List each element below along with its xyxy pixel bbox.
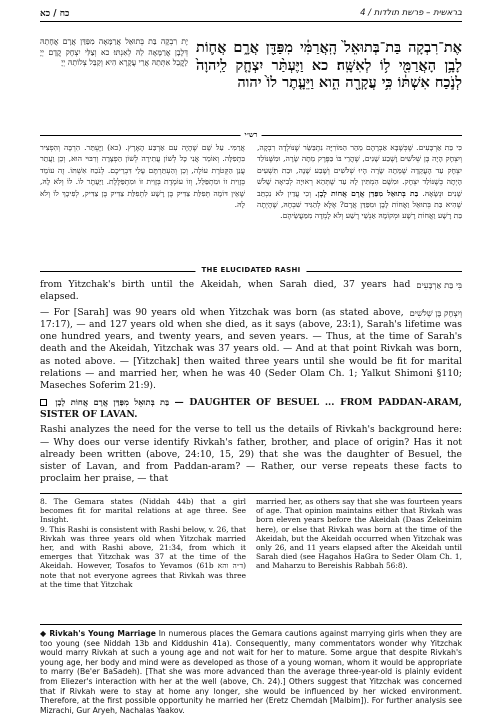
footnotes-left [40, 497, 246, 589]
page-reference: כח / כא [40, 8, 70, 19]
rashi-right-text-2: וְכִי עֲדַיִן לֹא נִכְתַּב שֶׁהִיא בַּת בְּתוּאֵל וַאֲחוֹת לָבָן וּמִפַּדַּן אֲרָם? אֶלָּא לְהַגִּיד שִׁבְחָהּ, שֶׁהָיְתָה בַּת רָשָׁע וַאֲחוֹת רָשָׁע וּמְקוֹמָהּ אַנְשֵׁי רֶשַׁע וְלֹא לָמְדָה מִמַּעֲשֵׂיהֶם. [257, 188, 462, 221]
torah-verse-text: אֶת־רִבְקָה בַּת־בְּתוּאֵל֙ הָֽאֲרַמִּ֔י מִפַּדַּ֖ן אֲרָ֑ם אֲח֛וֹת לָבָ֥ן הָאֲרַמִּ֖י ל֥וֹ לְאִשָּֽׁה׃ כא וַיֶּעְתַּ֨ר יִצְחָ֤ק לַֽיהוָה֙ לְנֹ֣כַח אִשְׁתּ֔וֹ כִּ֥י עֲקָרָ֖ה הִ֑וא וַיֵּעָ֤תֶר לוֹ֙ יהוה [196, 39, 462, 91]
eluc-paragraph [40, 424, 462, 485]
checkbox-icon [40, 399, 47, 406]
eluc-paragraph [40, 279, 462, 304]
elucidated-divider [40, 266, 462, 276]
insight-title: Rivkah's Young Marriage [49, 629, 156, 638]
rashi-column-left: אֲרַמִּי. עַל שֵׁם שֶׁהָיָה עִם אַרְבַּע הָאָרֶץ. (כא) וַיֶּעְתַּר. הִרְבָּה וְהִפְצִיר בִּתְפִלָּה. וְאוֹמֵר אֲנִי כָּל לְשׁוֹן עֲתִירָה לְשׁוֹן הַפְצָרָה וְרִבּוּי הוּא, וְכֵן וַעֲתַר עֲנַן הַקְּטֹרֶת עוֹלֶה, וְכֵן וְהַעְתַּרְתֶּם עָלַי דִּבְרֵיכֶם. לְנֹכַח אִשְׁתּוֹ. זֶה עוֹמֵד בְּזָוִית זוֹ וּמִתְפַּלֵּל, וְזוֹ עוֹמֶדֶת בְּזָוִית זוֹ וּמִתְפַּלֶּלֶת. וַיֵּעָתֶר לוֹ. לוֹ וְלֹא לָהּ, שֶׁאֵין דּוֹמָה תְּפִלַּת צַדִּיק בֶּן רָשָׁע לִתְפִלַּת צַדִּיק בֶּן צַדִּיק, לְפִיכָךְ לוֹ וְלֹא לָהּ. [40, 143, 245, 210]
eluc-english: — For [Sarah] was 90 years old when Yitzchak was born (as stated above, 17:17), — and 127 years old when she died, as it says (above, 23:1), Sarah's lifetime was one hundred years, and twenty years, and seven years. — Thus, at the time of Sarah's death and the Akeidah, Yitzchak was 37 years old. — And at that point Rivkah was born, as noted above. — [Yitzchak] then waited three years until she would be fit for marital relations — and married her, when he was 40 (Seder Olam Ch. 1; Yalkut Shimoni §110; Maseches Soferim 21:9). [40, 306, 462, 392]
eluc-english: Rashi analyzes the need for the verse to tell us the details of Rivkah's background here: — Why does our verse identify Rivkah's father, brother, and place of origin? Has it not already been written (above, 24:10, 15, 29) that she was the daughter of Besuel, the sister of Lavan, and from Paddan-aram? — Rather, our verse repeats these facts to proclaim her praise, — that [40, 424, 462, 485]
elucidated-rashi [40, 279, 462, 489]
elucidated-label: THE ELUCIDATED RASHI [195, 266, 306, 274]
rashi-hebrew-commentary [40, 142, 462, 260]
notes-rule [40, 493, 462, 494]
insight-diamond-icon: ◆ [40, 629, 47, 638]
footnote: 9. This Rashi is consistent with Rashi below, v. 26, that Rivkah was three years old when Yitzchak married her, and with Rashi above, 21:34, from which it emerges that Yitzchak was 37 at the time of the Akeidah. However, Tosafos to Yevamos (61b ד״ה והא) note that not everyone agrees that Rivkah was three at the time that Yitzchak [40, 524, 246, 589]
footnotes-right [256, 497, 462, 571]
verse-row [40, 27, 462, 115]
eluc-paragraph [40, 307, 462, 393]
eluc-hebrew-lead: וְיִצְחָק בֶּן שְׁלֹשִׁים [409, 307, 462, 318]
running-header [40, 6, 462, 20]
eluc-english: from Yitzchak's birth until the Akeidah, when Sarah died, 37 years had elapsed. [40, 279, 411, 303]
footnote: 8. The Gemara states (Niddah 44b) that a girl becomes fit for marital relations at age three. See Insight. [40, 497, 246, 525]
eluc-hebrew-lead: בִּי בַּת אַרְבָּעִים [416, 280, 462, 290]
rashi-right-heading: בַּת בְּתוּאֵל מִפַּדַּן אֲרָם אֲחוֹת לָבָן. [315, 188, 419, 198]
book-title: 4 / בראשית – פרשת תולדות [360, 8, 462, 18]
eluc-caption-english: — DAUGHTER OF BESUEL ... FROM PADDAN-ARAM, SISTER OF LAVAN. [40, 396, 462, 420]
targum-text: יָת רִבְקָה בַּת בְּתוּאֵל אֲרַמָּאָה מִפַּדַּן אֲרָם אֲחָתֵהּ דְּלָבָן אֲרַמָּאָה לֵהּ לְאִנְתּוּ׃ כא וְצַלִּי יִצְחָק קֳדָם יְיָ לָקֳבֵל אִתְּתֵהּ אֲרֵי עֲקָרָא הִיא וְקַבֵּל צְלוֹתֵהּ יְיָ [40, 37, 188, 67]
header-rule [40, 21, 462, 22]
eluc-paragraph [40, 396, 462, 422]
insight-rule [40, 624, 462, 625]
rashi-right-text: כִּי בַּת אַרְבָּעִים. שֶׁכְּשֶׁבָּא אַבְרָהָם מֵהַר הַמּוֹרִיָּה נִתְבַּשֵּׂר שֶׁנּוֹלְדָה רִבְקָה, וְיִצְחָק הָיָה בֶּן שְׁלֹשִׁים וָשֶׁבַע שָׁנִים, שֶׁהֲרֵי בּוֹ בַּפֶּרֶק מֵתָה שָׂרָה, וּמִשֶּׁנּוֹלַד יִצְחָק עַד הָעֲקֵדָה שֶׁמֵּתָה שָׂרָה הָיוּ שְׁלֹשִׁים וְשֶׁבַע שָׁנָה, וּבַת תִּשְׁעִים הָיְתָה כְּשֶׁנּוֹלַד יִצְחָק. וּמִשָּׁם הִמְתִּין לָהּ עַד שֶׁתְּהֵא רְאוּיָה לְבִיאָה שָׁלֹשׁ שָׁנִים וּנְשָׂאָהּ. [257, 143, 462, 198]
insight-box [40, 629, 462, 715]
insight-text: In numerous places the Gemara cautions against marrying girls when they are too young (see Niddah 13b and Kiddushin 41a). Consequently, many commentators wonder why Yitzchak would marry Rivkah at such a young age and not wait for her to mature. Some argue that despite Rivkah's young age, her body and mind were as developed as those of a young woman, whom it would be appropriate to marry (Be'er BaSadeh). [That she was more advanced than the average three-year-old is plainly evident from Eliezer's interaction with her at the well (above, Ch. 24).] Others suggest that Yitzchak was concerned that if Rivkah were to stay at home any longer, she would be influenced by her wicked environment. Therefore, at the first possible opportunity he married her (Eretz Chemdah [Malbim]). For further analysis see Mizrachi, Gur Aryeh, Nachalas Yaakov. [40, 629, 462, 715]
footnotes [40, 497, 462, 620]
footnote: married her, as others say that she was fourteen years of age. That opinion maintains either that Rivkah was born eleven years before the Akeidah (Daas Zekeinim here), or else that Rivkah was born at the time of the Akeidah, but the Akeidah occurred when Yitzchak was only 26, and 11 years elapsed after the Akeidah until Sarah died (see Hagahos HaGra to Seder Olam Ch. 1, and Maharzu to Bereishis Rabbah 56:8). [256, 497, 462, 571]
rashi-label: רש״י [241, 130, 262, 139]
rashi-divider [40, 130, 462, 140]
eluc-hebrew-caption: בַּת בְּתוּאֵל מִפַּדַּן אֲרָם אֲחוֹת לָבָן [55, 396, 170, 407]
rashi-column-right [257, 142, 462, 222]
